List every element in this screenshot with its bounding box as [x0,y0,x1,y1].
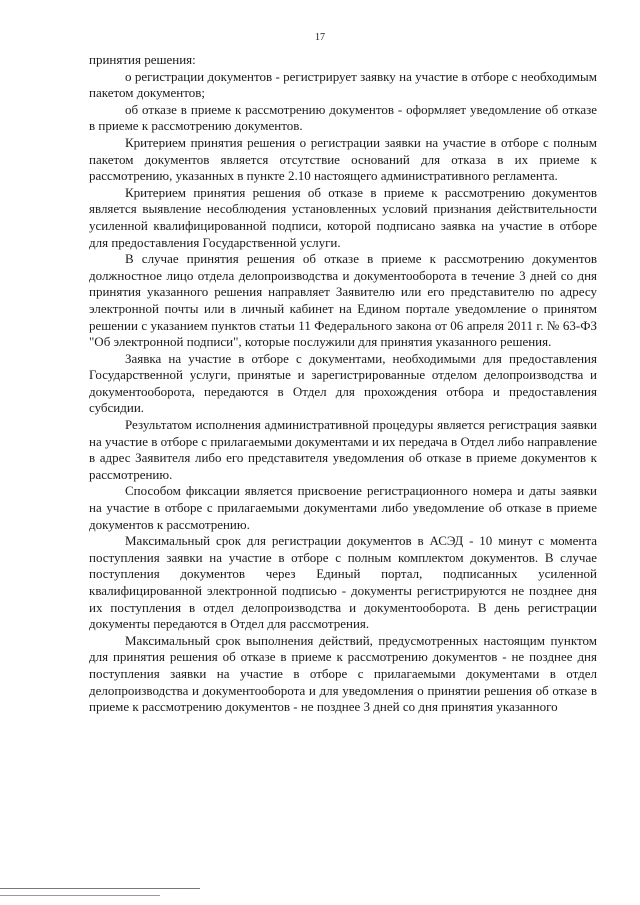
document-body [89,52,597,716]
paragraph: Максимальный срок для регистрации документов в АСЭД - 10 минут с момента поступления заявки на участие в отборе с полным комплектом документов. В случае поступления документов через Единый портал, подписанных усиленной квалифицированной электронной подписью - документы регистрируются не позднее дня их поступления в отдел делопроизводства и документооборота. В день регистрации документы передаются в Отдел для рассмотрения. [89,533,597,632]
paragraph: принятия решения: [89,52,196,67]
paragraph: Заявка на участие в отборе с документами, необходимыми для предоставления Государственной услуги, принятые и зарегистрированные отделом делопроизводства и документооборота, передаются в Отдел для прохождения отбора и предоставления субсидии. [89,350,597,416]
footer-divider [0,895,160,896]
paragraph: Результатом исполнения административной процедуры является регистрация заявки на участие в отборе с прилагаемыми документами и их передача в Отдел либо направление в адрес Заявителя либо его представителя уведомления об отказе в приеме документов к рассмотрению. [89,417,597,482]
paragraph: В случае принятия решения об отказе в приеме к рассмотрению документов должностное лицо отдела делопроизводства и документооборота в течение 3 дней со дня принятия указанного решения направляет Заявителю или его представителю по адресу электронной почты или в личный кабинет на Едином портале уведомление о принятом решении с указанием пунктов статьи 11 Федерального закона от 06 апреля 2011 г. № 63-ФЗ "Об электронной подписи", которые послужили для принятия указанного решения. [89,251,597,350]
paragraph: Критерием принятия решения о регистрации заявки на участие в отборе с полным пакетом документов является отсутствие оснований для отказа в их приеме к рассмотрению, указанных в пункте 2.10 настоящего административного регламента. [89,134,597,184]
paragraph: об отказе в приеме к рассмотрению документов - оформляет уведомление об отказе в приеме к рассмотрению документов. [89,101,597,134]
paragraph: о регистрации документов - регистрирует заявку на участие в отборе с необходимым пакетом документов; [89,68,597,101]
paragraph: Максимальный срок выполнения действий, предусмотренных настоящим пунктом для принятия решения об отказе в приеме к рассмотрению документов - не позднее дня поступления заявки на участие в отборе с прилагаемыми документами в отдел делопроизводства и документооборота и для уведомления о принятии решения об отказе в приеме к рассмотрению документов - не позднее 3 дней со дня принятия указанного [89,632,597,715]
paragraph: Критерием принятия решения об отказе в приеме к рассмотрению документов является выявление несоблюдения установленных условий признания действительности усиленной квалифицированной подписи, которой подписано заявка на участие в отборе для предоставления Государственной услуги. [89,184,597,250]
footer-divider [0,888,200,889]
page-number: 17 [315,32,325,43]
paragraph: Способом фиксации является присвоение регистрационного номера и даты заявки на участие в отборе с прилагаемыми документами либо уведомление об отказе в приеме документов к рассмотрению. [89,483,597,532]
